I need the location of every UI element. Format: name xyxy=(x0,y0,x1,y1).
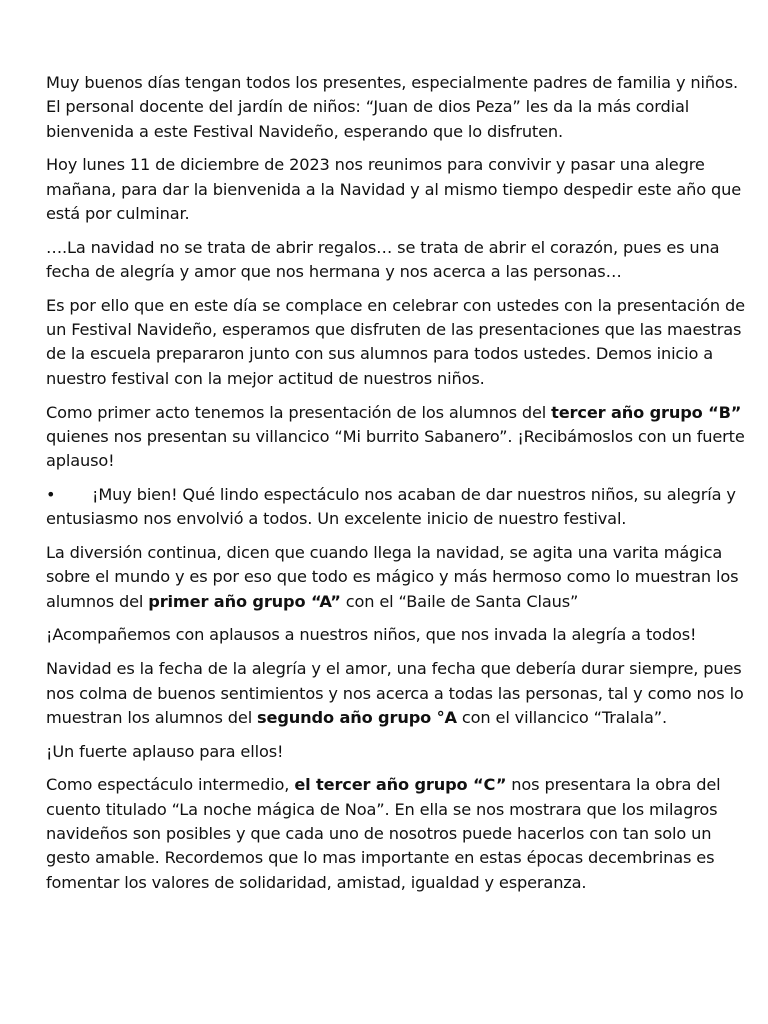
paragraph xyxy=(46,153,746,226)
bold-text-segment: el tercer año grupo “C” xyxy=(294,775,507,795)
text-segment: Es por ello que en este día se complace en celebrar con ustedes con la presentación de un Festival Navideño, esperamos que disfruten de las presentaciones que las maestras de la escuela prepararon junto con sus alumnos para todos ustedes. Demos inicio a nuestro festival con la mejor actitud de nuestros niños. xyxy=(46,295,745,388)
text-segment: nos presentara la obra del cuento titulado “La noche mágica de Noa”. En ella se nos mostrara que los milagros navideños son posibles y que cada uno de nosotros puede hacerlos con tan solo un gesto amable. Recordemos que lo mas importante en estas épocas decembrinas es fomentar los valores de solidaridad, amistad, igualdad y esperanza. xyxy=(46,775,721,892)
paragraph xyxy=(46,541,746,614)
text-segment: Como espectáculo intermedio, xyxy=(46,775,295,795)
document-page xyxy=(46,71,746,904)
text-segment: La diversión continua, dicen que cuando llega la navidad, se agita una varita mágica sobre el mundo y es por eso que todo es mágico y más hermoso como lo muestran los alumnos del xyxy=(46,543,739,611)
text-segment: Muy buenos días tengan todos los presentes, especialmente padres de familia y niños. El personal docente del jardín de niños: “Juan de dios Peza” les da la más cordial bienvenida a este Festival Navideño, esperando que lo disfruten. xyxy=(46,73,738,141)
text-segment: Navidad es la fecha de la alegría y el amor, una fecha que debería durar siempre, pues nos colma de buenos sentimientos y nos acerca a todas las personas, tal y como nos lo muestran los alumnos del xyxy=(46,659,744,727)
bold-text-segment: primer año grupo “A” xyxy=(148,591,341,611)
text-segment: ¡Un fuerte aplauso para ellos! xyxy=(46,741,284,761)
paragraph xyxy=(46,657,746,730)
paragraph xyxy=(46,71,746,144)
paragraph xyxy=(46,236,746,285)
paragraph xyxy=(46,740,746,764)
paragraph xyxy=(46,773,746,894)
text-segment: con el “Baile de Santa Claus” xyxy=(340,591,579,611)
text-segment: quienes nos presentan su villancico “Mi burrito Sabanero”. ¡Recibámoslos con un fuerte aplauso! xyxy=(46,426,745,471)
paragraph xyxy=(46,623,746,647)
text-segment: Hoy lunes 11 de diciembre de 2023 nos reunimos para convivir y pasar una alegre mañana, para dar la bienvenida a la Navidad y al mismo tiempo despedir este año que está por culminar. xyxy=(46,155,742,223)
bold-text-segment: tercer año grupo “B” xyxy=(551,402,742,422)
bullet-icon: • xyxy=(46,484,56,504)
paragraph xyxy=(46,401,746,474)
text-segment: ¡Muy bien! Qué lindo espectáculo nos acaban de dar nuestros niños, su alegría y entusiasmo nos envolvió a todos. Un excelente inicio de nuestro festival. xyxy=(46,484,736,529)
bullet-paragraph xyxy=(46,483,746,532)
text-segment: ¡Acompañemos con aplausos a nuestros niños, que nos invada la alegría a todos! xyxy=(46,625,697,645)
bold-text-segment: segundo año grupo °A xyxy=(257,707,457,727)
paragraph xyxy=(46,294,746,391)
text-segment: Como primer acto tenemos la presentación de los alumnos del xyxy=(46,402,552,422)
text-segment: ….La navidad no se trata de abrir regalos… se trata de abrir el corazón, pues es una fecha de alegría y amor que nos hermana y nos acerca a las personas… xyxy=(46,237,720,282)
text-segment: con el villancico “Tralala”. xyxy=(456,707,667,727)
